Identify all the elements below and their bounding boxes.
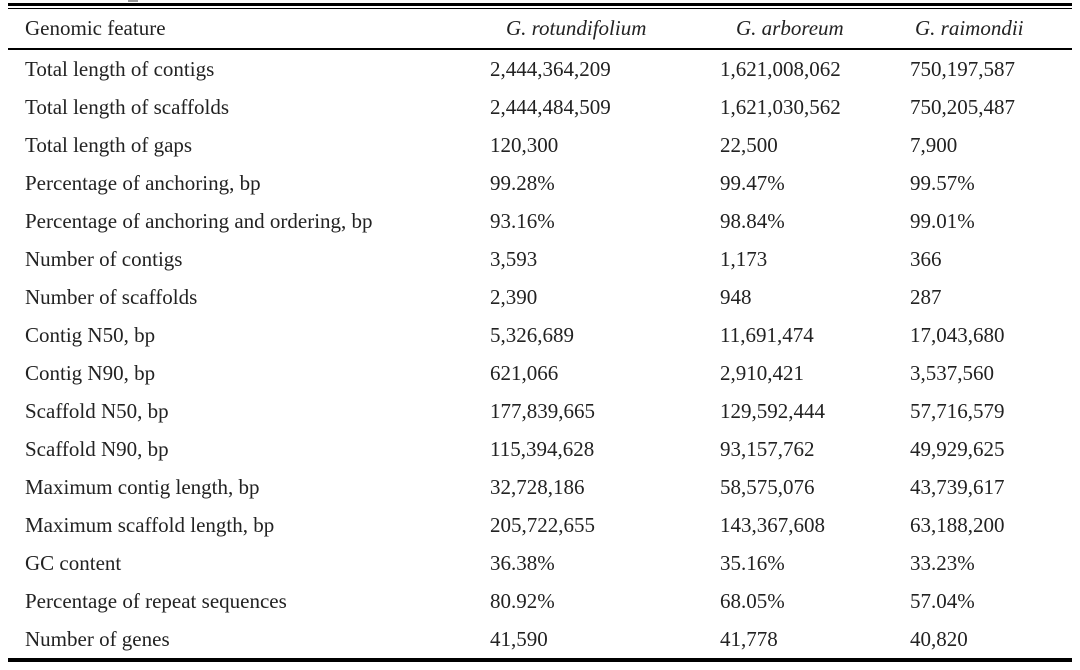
value-cell: 99.57% [910,170,975,195]
value-cell: 57.04% [910,588,975,613]
value-cell: 33.23% [910,550,975,575]
value-cell: 1,173 [720,246,768,271]
value-cell: 177,839,665 [490,398,595,423]
column-header-g-raimondii: G. raimondii [902,9,1072,49]
value-cell: 2,444,364,209 [490,56,611,81]
genomic-feature-cell: Number of genes [25,626,170,651]
genomic-feature-cell: GC content [25,550,122,575]
value-cell: 93,157,762 [720,436,815,461]
table-row [8,278,1072,316]
genomic-feature-cell: Contig N50, bp [25,322,156,347]
column-header-g-rotundifolium: G. rotundifolium [482,9,712,49]
table-row [8,430,1072,468]
value-cell: 35.16% [720,550,785,575]
value-cell: 750,205,487 [910,94,1015,119]
genomic-feature-cell: Total length of contigs [25,56,215,81]
table-row [8,506,1072,544]
value-cell: 11,691,474 [720,322,814,347]
value-cell: 2,390 [490,284,538,309]
value-cell: 129,592,444 [720,398,825,423]
table-row [8,88,1072,126]
value-cell: 40,820 [910,626,968,651]
value-cell: 621,066 [490,360,559,385]
genomic-feature-cell: Percentage of repeat sequences [25,588,287,613]
table-row [8,164,1072,202]
genomic-feature-cell: Total length of scaffolds [25,94,230,119]
value-cell: 287 [910,284,942,309]
value-cell: 17,043,680 [910,322,1005,347]
genomic-feature-cell: Total length of gaps [25,132,193,157]
table-row [8,49,1072,88]
table-row [8,126,1072,164]
table-row [8,354,1072,392]
value-cell: 32,728,186 [490,474,585,499]
table-row [8,240,1072,278]
value-cell: 750,197,587 [910,56,1015,81]
value-cell: 41,590 [490,626,548,651]
value-cell: 49,929,625 [910,436,1005,461]
value-cell: 99.28% [490,170,555,195]
genomic-feature-cell: Maximum scaffold length, bp [25,512,275,537]
value-cell: 22,500 [720,132,778,157]
value-cell: 93.16% [490,208,555,233]
genomic-feature-cell: Scaffold N50, bp [25,398,169,423]
value-cell: 2,444,484,509 [490,94,611,119]
cropped-caption-remnant [128,0,138,2]
genomic-feature-cell: Number of scaffolds [25,284,198,309]
value-cell: 80.92% [490,588,555,613]
genomic-feature-cell: Maximum contig length, bp [25,474,260,499]
value-cell: 99.01% [910,208,975,233]
value-cell: 2,910,421 [720,360,804,385]
value-cell: 3,593 [490,246,538,271]
value-cell: 98.84% [720,208,785,233]
value-cell: 3,537,560 [910,360,994,385]
header-row [8,9,1072,49]
value-cell: 115,394,628 [490,436,595,461]
table-row [8,392,1072,430]
value-cell: 948 [720,284,752,309]
genomic-feature-cell: Percentage of anchoring, bp [25,170,261,195]
table-row [8,202,1072,240]
value-cell: 205,722,655 [490,512,595,537]
value-cell: 120,300 [490,132,559,157]
genome-assembly-table [8,9,1072,658]
value-cell: 43,739,617 [910,474,1005,499]
value-cell: 57,716,579 [910,398,1005,423]
genomic-feature-cell: Scaffold N90, bp [25,436,169,461]
value-cell: 36.38% [490,550,555,575]
table-body [8,49,1072,658]
table-row [8,582,1072,620]
table-row [8,620,1072,658]
value-cell: 366 [910,246,942,271]
table-row [8,544,1072,582]
value-cell: 41,778 [720,626,778,651]
table-row [8,468,1072,506]
genomic-feature-cell: Contig N90, bp [25,360,156,385]
value-cell: 68.05% [720,588,785,613]
value-cell: 7,900 [910,132,958,157]
genomic-feature-cell: Percentage of anchoring and ordering, bp [25,208,373,233]
table-row [8,316,1072,354]
column-header-genomic-feature: Genomic feature [8,9,482,49]
value-cell: 63,188,200 [910,512,1005,537]
value-cell: 58,575,076 [720,474,815,499]
genomic-feature-cell: Number of contigs [25,246,183,271]
column-header-g-arboreum: G. arboreum [712,9,902,49]
value-cell: 1,621,008,062 [720,56,841,81]
table-bottom-rule [8,658,1072,662]
value-cell: 143,367,608 [720,512,825,537]
value-cell: 99.47% [720,170,785,195]
value-cell: 1,621,030,562 [720,94,841,119]
value-cell: 5,326,689 [490,322,574,347]
